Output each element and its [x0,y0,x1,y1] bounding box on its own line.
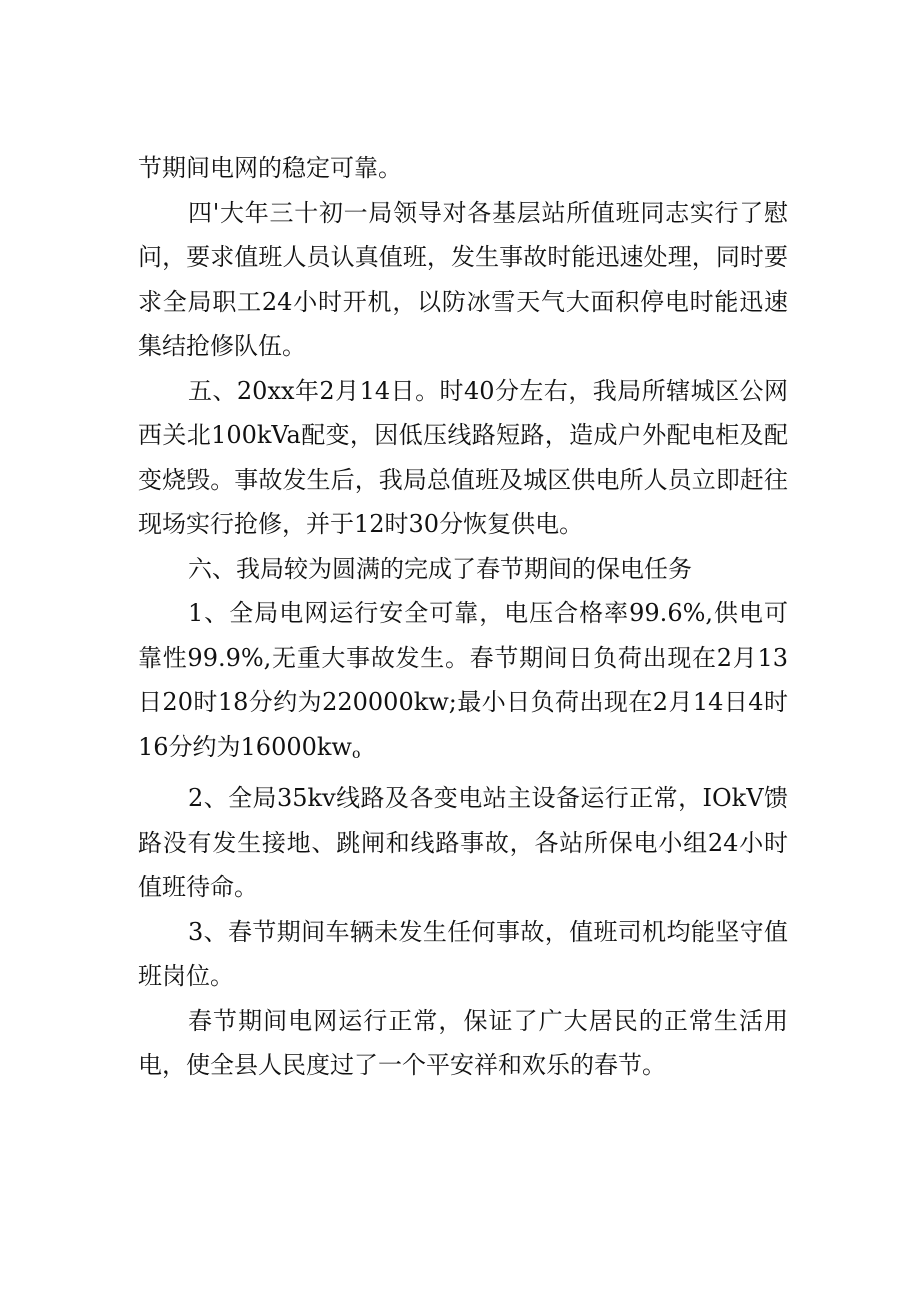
paragraph-continuation: 节期间电网的稳定可靠。 [138,154,402,182]
paragraph-leaders-visit: 四'大年三十初一局领导对各基层站所值班同志实行了慰问，要求值班人员认真值班，发生事故时能迅速处理，同时要求全局职工24小时开机，以防冰雪天气大面积停电时能迅速集结抢修队伍。 [138,198,788,360]
paragraph-section-six-heading: 六、我局较为圆满的完成了春节期间的保电任务 [188,554,692,583]
paragraph-grid-reliability-suffix: o [351,745,361,762]
paragraph-equipment-status: 2、全局35kv线路及各变电站主设备运行正常，IOkV馈路没有发生接地、跳闸和线路事故，各站所保电小组24小时值班待命。 [138,784,788,901]
paragraph-grid-reliability-text: 1、全局电网运行安全可靠，电压合格率99.6%,供电可靠性99.9%,无重大事故发生。春节期间日负荷出现在2月13日20时18分约为220000kw;最小日负荷出现在2月14日4时16分约为16000kw [138,599,788,761]
paragraph-conclusion: 春节期间电网运行正常，保证了广大居民的正常生活用电，使全县人民度过了一个平安祥和欢乐的春节。 [138,1006,788,1079]
paragraph-vehicle-safety: 3、春节期间车辆未发生任何事故，值班司机均能坚守值班岗位。 [138,917,788,990]
paragraph-grid-reliability [138,591,788,776]
document-body [138,146,788,1088]
paragraph-incident-report: 五、20xx年2月14日。时40分左右，我局所辖城区公网西关北100kVa配变，因低压线路短路，造成户外配电柜及配变烧毁。事故发生后，我局总值班及城区供电所人员立即赶往现场实行抢修，并于12时30分恢复供电。 [138,376,788,538]
